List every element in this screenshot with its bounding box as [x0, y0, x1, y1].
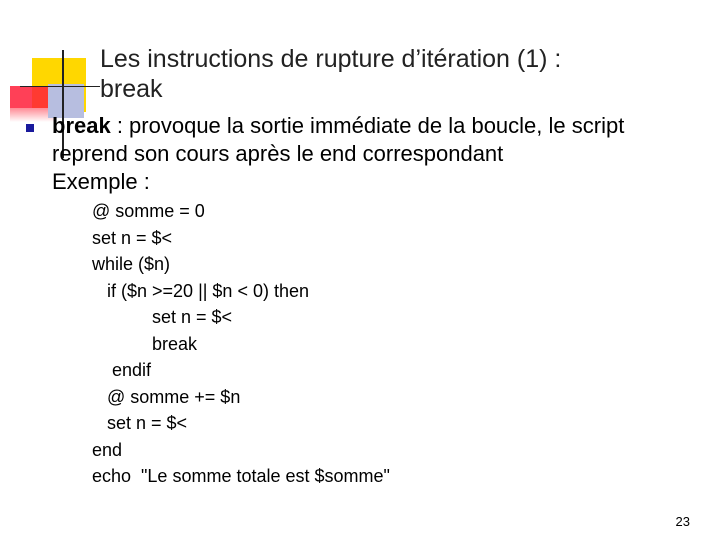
bullet-square-icon [26, 124, 34, 132]
decor-horizontal-line [20, 86, 100, 87]
code-line: endif [92, 360, 152, 380]
slide-body [52, 112, 702, 196]
slide-title-line1: Les instructions de rupture d’itération (1) : [100, 45, 562, 73]
slide-title-line2: break [100, 75, 163, 103]
description-line1-text: : provoque la sortie immédiate de la boucle, le script [110, 113, 625, 138]
code-example [92, 198, 390, 490]
description-line2: reprend son cours après le end correspondant [52, 141, 504, 166]
code-line: echo "Le somme totale est $somme" [92, 466, 390, 486]
page-number: 23 [675, 514, 690, 529]
example-label: Exemple : [52, 169, 150, 194]
code-line: set n = $< [92, 227, 173, 248]
keyword-break: break [52, 113, 111, 138]
code-line: @ somme += $n [92, 386, 241, 407]
code-line: @ somme = 0 [92, 201, 205, 221]
code-line: break [92, 333, 198, 354]
description-line1 [52, 112, 702, 140]
code-line: while ($n) [92, 254, 171, 274]
code-line: set n = $< [92, 307, 233, 327]
code-line: if ($n >=20 || $n < 0) then [92, 280, 309, 301]
slide-title [100, 44, 700, 104]
code-line: end [92, 439, 123, 460]
code-line: set n = $< [92, 413, 188, 433]
